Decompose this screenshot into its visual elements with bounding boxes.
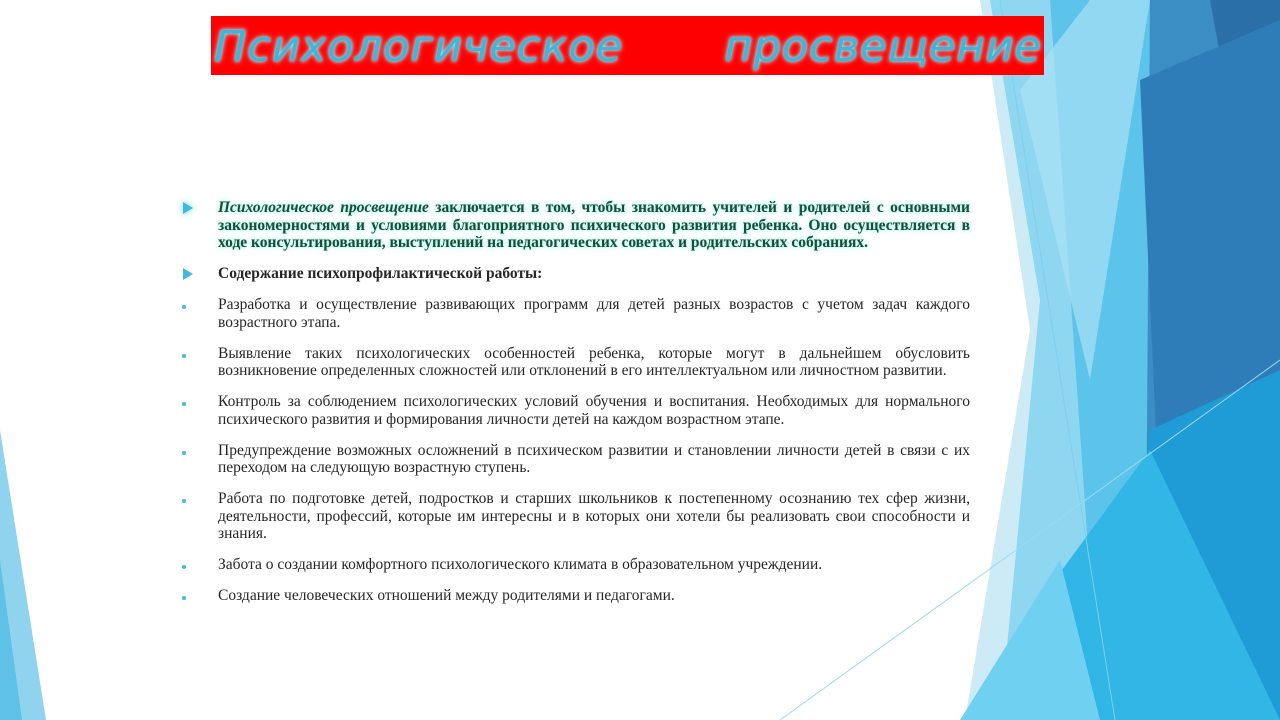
list-item xyxy=(180,556,970,574)
triangle-bullet-icon xyxy=(180,199,193,219)
list-item xyxy=(180,490,970,543)
intro-text: заключается в том, чтобы знакомить учителей и родителей с основными закономерностями и условиями благоприятного психического развития ребенка. Оно осуществляется в ходе консультирования, выступлений на педагогических советах и родительских собраниях. xyxy=(218,199,970,251)
intro-paragraph xyxy=(180,199,970,252)
section-heading-text: Содержание психопрофилактической работы: xyxy=(218,265,543,282)
dot-bullet-icon xyxy=(180,490,186,508)
list-item xyxy=(180,393,970,428)
dot-bullet-icon xyxy=(180,556,186,574)
dot-bullet-icon xyxy=(180,393,186,411)
list-item-text: Предупреждение возможных осложнений в психическом развитии и становлении личности детей в связи с их переходом на следующую возрастную ступень. xyxy=(218,441,970,476)
list-item xyxy=(180,345,970,380)
dot-bullet-icon xyxy=(180,296,186,314)
list-item xyxy=(180,587,970,605)
title-word-left: Психологическое xyxy=(214,22,624,72)
triangle-bullet-icon xyxy=(180,265,193,285)
title-word-right: просвещение xyxy=(724,22,1042,72)
list-item-text: Создание человеческих отношений между родителями и педагогами. xyxy=(218,587,675,604)
list-item-text: Разработка и осуществление развивающих программ для детей разных возрастов с учетом задач каждого возрастного этапа. xyxy=(218,296,970,331)
list-item xyxy=(180,296,970,331)
list-item-text: Контроль за соблюдением психологических условий обучения и воспитания. Необходимых для нормального психического развития и формирования личности детей на каждом возрастном этапе. xyxy=(218,393,970,428)
slide-content xyxy=(180,199,970,618)
dot-bullet-icon xyxy=(180,587,186,605)
section-heading xyxy=(180,265,970,283)
intro-emphasis: Психологическое просвещение xyxy=(218,199,429,216)
list-item-text: Забота о создании комфортного психологического климата в образовательном учреждении. xyxy=(218,556,823,573)
list-item xyxy=(180,442,970,477)
dot-bullet-icon xyxy=(180,442,186,460)
list-item-text: Выявление таких психологических особенностей ребенка, которые могут в дальнейшем обусловить возникновение определенных сложностей или отклонений в его интеллектуальном или личностном развитии. xyxy=(218,344,970,379)
dot-bullet-icon xyxy=(180,345,186,363)
list-item-text: Работа по подготовке детей, подростков и старших школьников к постепенному осознанию тех сфер жизни, деятельности, профессий, которые им интересны и в которых они хотели бы реализовать свои способности и знания. xyxy=(218,490,970,542)
title-banner xyxy=(211,16,1044,75)
